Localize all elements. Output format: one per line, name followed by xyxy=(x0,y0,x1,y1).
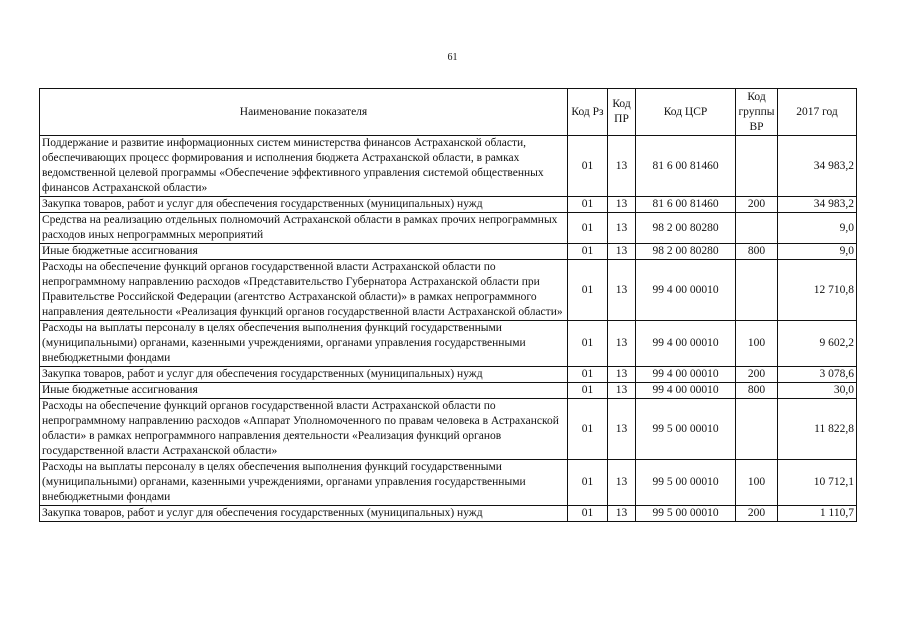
header-rz: Код Рз xyxy=(568,89,608,136)
cell-rz: 01 xyxy=(568,383,608,399)
table-row xyxy=(40,367,857,383)
cell-name: Закупка товаров, работ и услуг для обеспечения государственных (муниципальных) нужд xyxy=(40,197,568,213)
cell-vr: 200 xyxy=(736,506,778,522)
table-row xyxy=(40,260,857,321)
cell-pr: 13 xyxy=(608,367,636,383)
cell-pr: 13 xyxy=(608,399,636,460)
cell-vr xyxy=(736,213,778,244)
cell-name: Расходы на обеспечение функций органов государственной власти Астраханской области по непрограммному направлению расходов «Представительство Губернатора Астраханской области при Правительстве Российской Федерации (агентство Астраханской области)» в рамках непрограммного направления деятельности «Реализация функций органов государственной власти Астраханской области» xyxy=(40,260,568,321)
cell-amount: 34 983,2 xyxy=(778,136,857,197)
cell-name: Поддержание и развитие информационных систем министерства финансов Астраханской области, обеспечивающих процесс формирования и исполнения бюджета Астраханской области, в рамках ведомственной целевой программы «Обеспечение эффективного управления системой общественных финансов Астраханской области» xyxy=(40,136,568,197)
cell-vr: 100 xyxy=(736,321,778,367)
cell-pr: 13 xyxy=(608,506,636,522)
cell-name: Расходы на выплаты персоналу в целях обеспечения выполнения функций государственными (муниципальными) органами, казенными учреждениями, органами управления государственными внебюджетными фондами xyxy=(40,321,568,367)
cell-pr: 13 xyxy=(608,244,636,260)
cell-name: Иные бюджетные ассигнования xyxy=(40,244,568,260)
cell-rz: 01 xyxy=(568,321,608,367)
cell-csr: 99 5 00 00010 xyxy=(636,460,736,506)
cell-pr: 13 xyxy=(608,383,636,399)
cell-amount: 34 983,2 xyxy=(778,197,857,213)
cell-amount: 12 710,8 xyxy=(778,260,857,321)
cell-vr: 200 xyxy=(736,367,778,383)
cell-csr: 98 2 00 80280 xyxy=(636,213,736,244)
cell-pr: 13 xyxy=(608,321,636,367)
header-vr: Код группы ВР xyxy=(736,89,778,136)
table-row xyxy=(40,244,857,260)
cell-vr: 800 xyxy=(736,244,778,260)
table-row xyxy=(40,383,857,399)
cell-pr: 13 xyxy=(608,260,636,321)
cell-vr: 200 xyxy=(736,197,778,213)
cell-csr: 99 4 00 00010 xyxy=(636,260,736,321)
cell-rz: 01 xyxy=(568,260,608,321)
cell-vr: 100 xyxy=(736,460,778,506)
cell-amount: 9 602,2 xyxy=(778,321,857,367)
cell-amount: 3 078,6 xyxy=(778,367,857,383)
cell-rz: 01 xyxy=(568,136,608,197)
cell-vr xyxy=(736,399,778,460)
header-pr: Код ПР xyxy=(608,89,636,136)
cell-rz: 01 xyxy=(568,506,608,522)
table-row xyxy=(40,506,857,522)
cell-csr: 99 5 00 00010 xyxy=(636,399,736,460)
cell-csr: 99 4 00 00010 xyxy=(636,367,736,383)
cell-amount: 30,0 xyxy=(778,383,857,399)
cell-pr: 13 xyxy=(608,136,636,197)
table-row xyxy=(40,321,857,367)
header-name: Наименование показателя xyxy=(40,89,568,136)
cell-name: Расходы на обеспечение функций органов государственной власти Астраханской области по непрограммному направлению расходов «Аппарат Уполномоченного по правам человека в Астраханской области» в рамках непрограммного направления деятельности «Реализация функций органов государственной власти Астраханской области» xyxy=(40,399,568,460)
budget-table xyxy=(39,88,857,522)
cell-pr: 13 xyxy=(608,197,636,213)
cell-amount: 1 110,7 xyxy=(778,506,857,522)
cell-rz: 01 xyxy=(568,197,608,213)
cell-name: Закупка товаров, работ и услуг для обеспечения государственных (муниципальных) нужд xyxy=(40,367,568,383)
cell-rz: 01 xyxy=(568,213,608,244)
table-header-row xyxy=(40,89,857,136)
cell-rz: 01 xyxy=(568,460,608,506)
cell-amount: 9,0 xyxy=(778,244,857,260)
cell-amount: 11 822,8 xyxy=(778,399,857,460)
cell-csr: 81 6 00 81460 xyxy=(636,197,736,213)
cell-vr xyxy=(736,136,778,197)
cell-vr xyxy=(736,260,778,321)
table-row xyxy=(40,213,857,244)
cell-rz: 01 xyxy=(568,367,608,383)
cell-csr: 99 5 00 00010 xyxy=(636,506,736,522)
cell-pr: 13 xyxy=(608,460,636,506)
cell-pr: 13 xyxy=(608,213,636,244)
table-row xyxy=(40,136,857,197)
cell-vr: 800 xyxy=(736,383,778,399)
cell-csr: 99 4 00 00010 xyxy=(636,321,736,367)
cell-amount: 10 712,1 xyxy=(778,460,857,506)
page-number: 61 xyxy=(447,52,458,63)
cell-csr: 81 6 00 81460 xyxy=(636,136,736,197)
table-row xyxy=(40,197,857,213)
cell-name: Иные бюджетные ассигнования xyxy=(40,383,568,399)
table-row xyxy=(40,460,857,506)
cell-name: Расходы на выплаты персоналу в целях обеспечения выполнения функций государственными (муниципальными) органами, казенными учреждениями, органами управления государственными внебюджетными фондами xyxy=(40,460,568,506)
cell-csr: 98 2 00 80280 xyxy=(636,244,736,260)
cell-amount: 9,0 xyxy=(778,213,857,244)
header-csr: Код ЦСР xyxy=(636,89,736,136)
header-year: 2017 год xyxy=(778,89,857,136)
table-row xyxy=(40,399,857,460)
cell-name: Средства на реализацию отдельных полномочий Астраханской области в рамках прочих непрограммных расходов иных непрограммных мероприятий xyxy=(40,213,568,244)
cell-rz: 01 xyxy=(568,244,608,260)
cell-rz: 01 xyxy=(568,399,608,460)
cell-csr: 99 4 00 00010 xyxy=(636,383,736,399)
cell-name: Закупка товаров, работ и услуг для обеспечения государственных (муниципальных) нужд xyxy=(40,506,568,522)
